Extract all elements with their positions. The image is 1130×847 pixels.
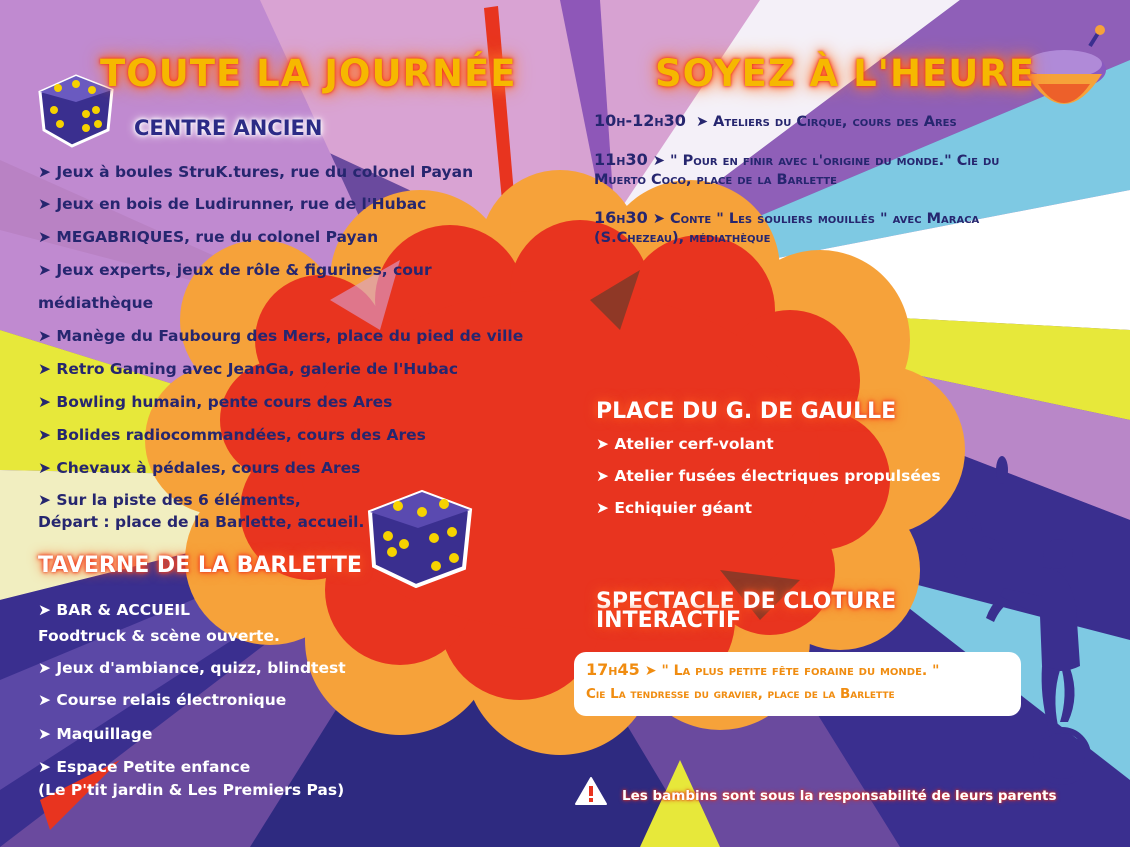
warning-text: Les bambins sont sous la responsabilité de leurs parents xyxy=(622,788,1057,804)
closing-company: Cie La tendresse du gravier, place de la Barlette xyxy=(586,686,895,702)
list-item: ➤ Manège du Faubourg des Mers, place du pied de ville xyxy=(38,327,524,345)
list-item: ➤ Maquillage xyxy=(38,725,153,743)
list-item: ➤ Jeux experts, jeux de rôle & figurines, cour xyxy=(38,261,432,279)
list-item: Départ : place de la Barlette, accueil. xyxy=(38,513,365,531)
list-item: ➤ Echiquier géant xyxy=(596,499,753,517)
warning-icon xyxy=(574,776,608,806)
list-item: ➤ Retro Gaming avec JeanGa, galerie de l'Hubac xyxy=(38,360,459,378)
title-soyez-a-l-heure: SOYEZ À L'HEURE xyxy=(655,52,1036,95)
schedule-text: ➤ " Pour en finir avec l'origine du monde." Cie du xyxy=(652,153,1000,169)
list-item: ➤ Espace Petite enfance xyxy=(38,758,251,776)
schedule-time: 16h30 xyxy=(594,208,648,227)
list-item: ➤ Course relais électronique xyxy=(38,691,287,709)
list-item: Foodtruck & scène ouverte. xyxy=(38,627,280,645)
list-item: ➤ Jeux en bois de Ludirunner, rue de l'Hubac xyxy=(38,195,427,213)
schedule-text: Muerto Coco, place de la Barlette xyxy=(594,172,837,188)
list-item: ➤ Atelier cerf-volant xyxy=(596,435,774,453)
list-item: ➤ Chevaux à pédales, cours des Ares xyxy=(38,459,361,477)
title-toute-la-journee: TOUTE LA JOURNÉE xyxy=(100,52,517,95)
schedule-entry xyxy=(594,111,1064,132)
list-item: ➤ Bolides radiocommandées, cours des Ares xyxy=(38,426,426,444)
schedule-text: (S.Chezeau), médiathèque xyxy=(594,230,771,246)
heading-centre-ancien: CENTRE ANCIEN xyxy=(134,116,323,140)
schedule-text: ➤ Ateliers du Cirque, cours des Ares xyxy=(695,114,957,130)
juggler-unicyclist-icon xyxy=(930,456,1100,796)
list-item: médiathèque xyxy=(38,294,154,312)
list-item: ➤ Jeux à boules StruK.tures, rue du colonel Payan xyxy=(38,163,474,181)
list-item: ➤ Sur la piste des 6 éléments, xyxy=(38,491,301,509)
schedule-text: ➤ Conte " Les souliers mouillés " avec Maraca xyxy=(652,211,980,227)
list-item: ➤ BAR & ACCUEIL xyxy=(38,601,191,619)
closing-show-box xyxy=(574,652,1021,716)
list-item: ➤ MEGABRIQUES, rue du colonel Payan xyxy=(38,228,379,246)
heading-place-du-g-de-gaulle: PLACE DU G. DE GAULLE xyxy=(596,399,897,424)
list-item: ➤ Bowling humain, pente cours des Ares xyxy=(38,393,393,411)
closing-time: 17h45 xyxy=(586,660,640,679)
heading-taverne-de-la-barlette: TAVERNE DE LA BARLETTE xyxy=(38,553,362,578)
schedule-time: 10h-12h30 xyxy=(594,111,686,130)
schedule-entry xyxy=(594,150,1074,190)
schedule-time: 11h30 xyxy=(594,150,648,169)
heading-spectacle-de-cloture: SPECTACLE DE CLOTURE xyxy=(596,589,897,614)
dice-icon xyxy=(364,488,476,588)
closing-title: ➤ " La plus petite fête foraine du monde. " xyxy=(644,663,940,679)
list-item: ➤ Jeux d'ambiance, quizz, blindtest xyxy=(38,659,346,677)
list-item: ➤ Atelier fusées électriques propulsées xyxy=(596,467,941,485)
schedule-entry xyxy=(594,208,1074,248)
heading-interactif: INTERACTIF xyxy=(596,608,741,633)
list-item: (Le P'tit jardin & Les Premiers Pas) xyxy=(38,781,345,799)
